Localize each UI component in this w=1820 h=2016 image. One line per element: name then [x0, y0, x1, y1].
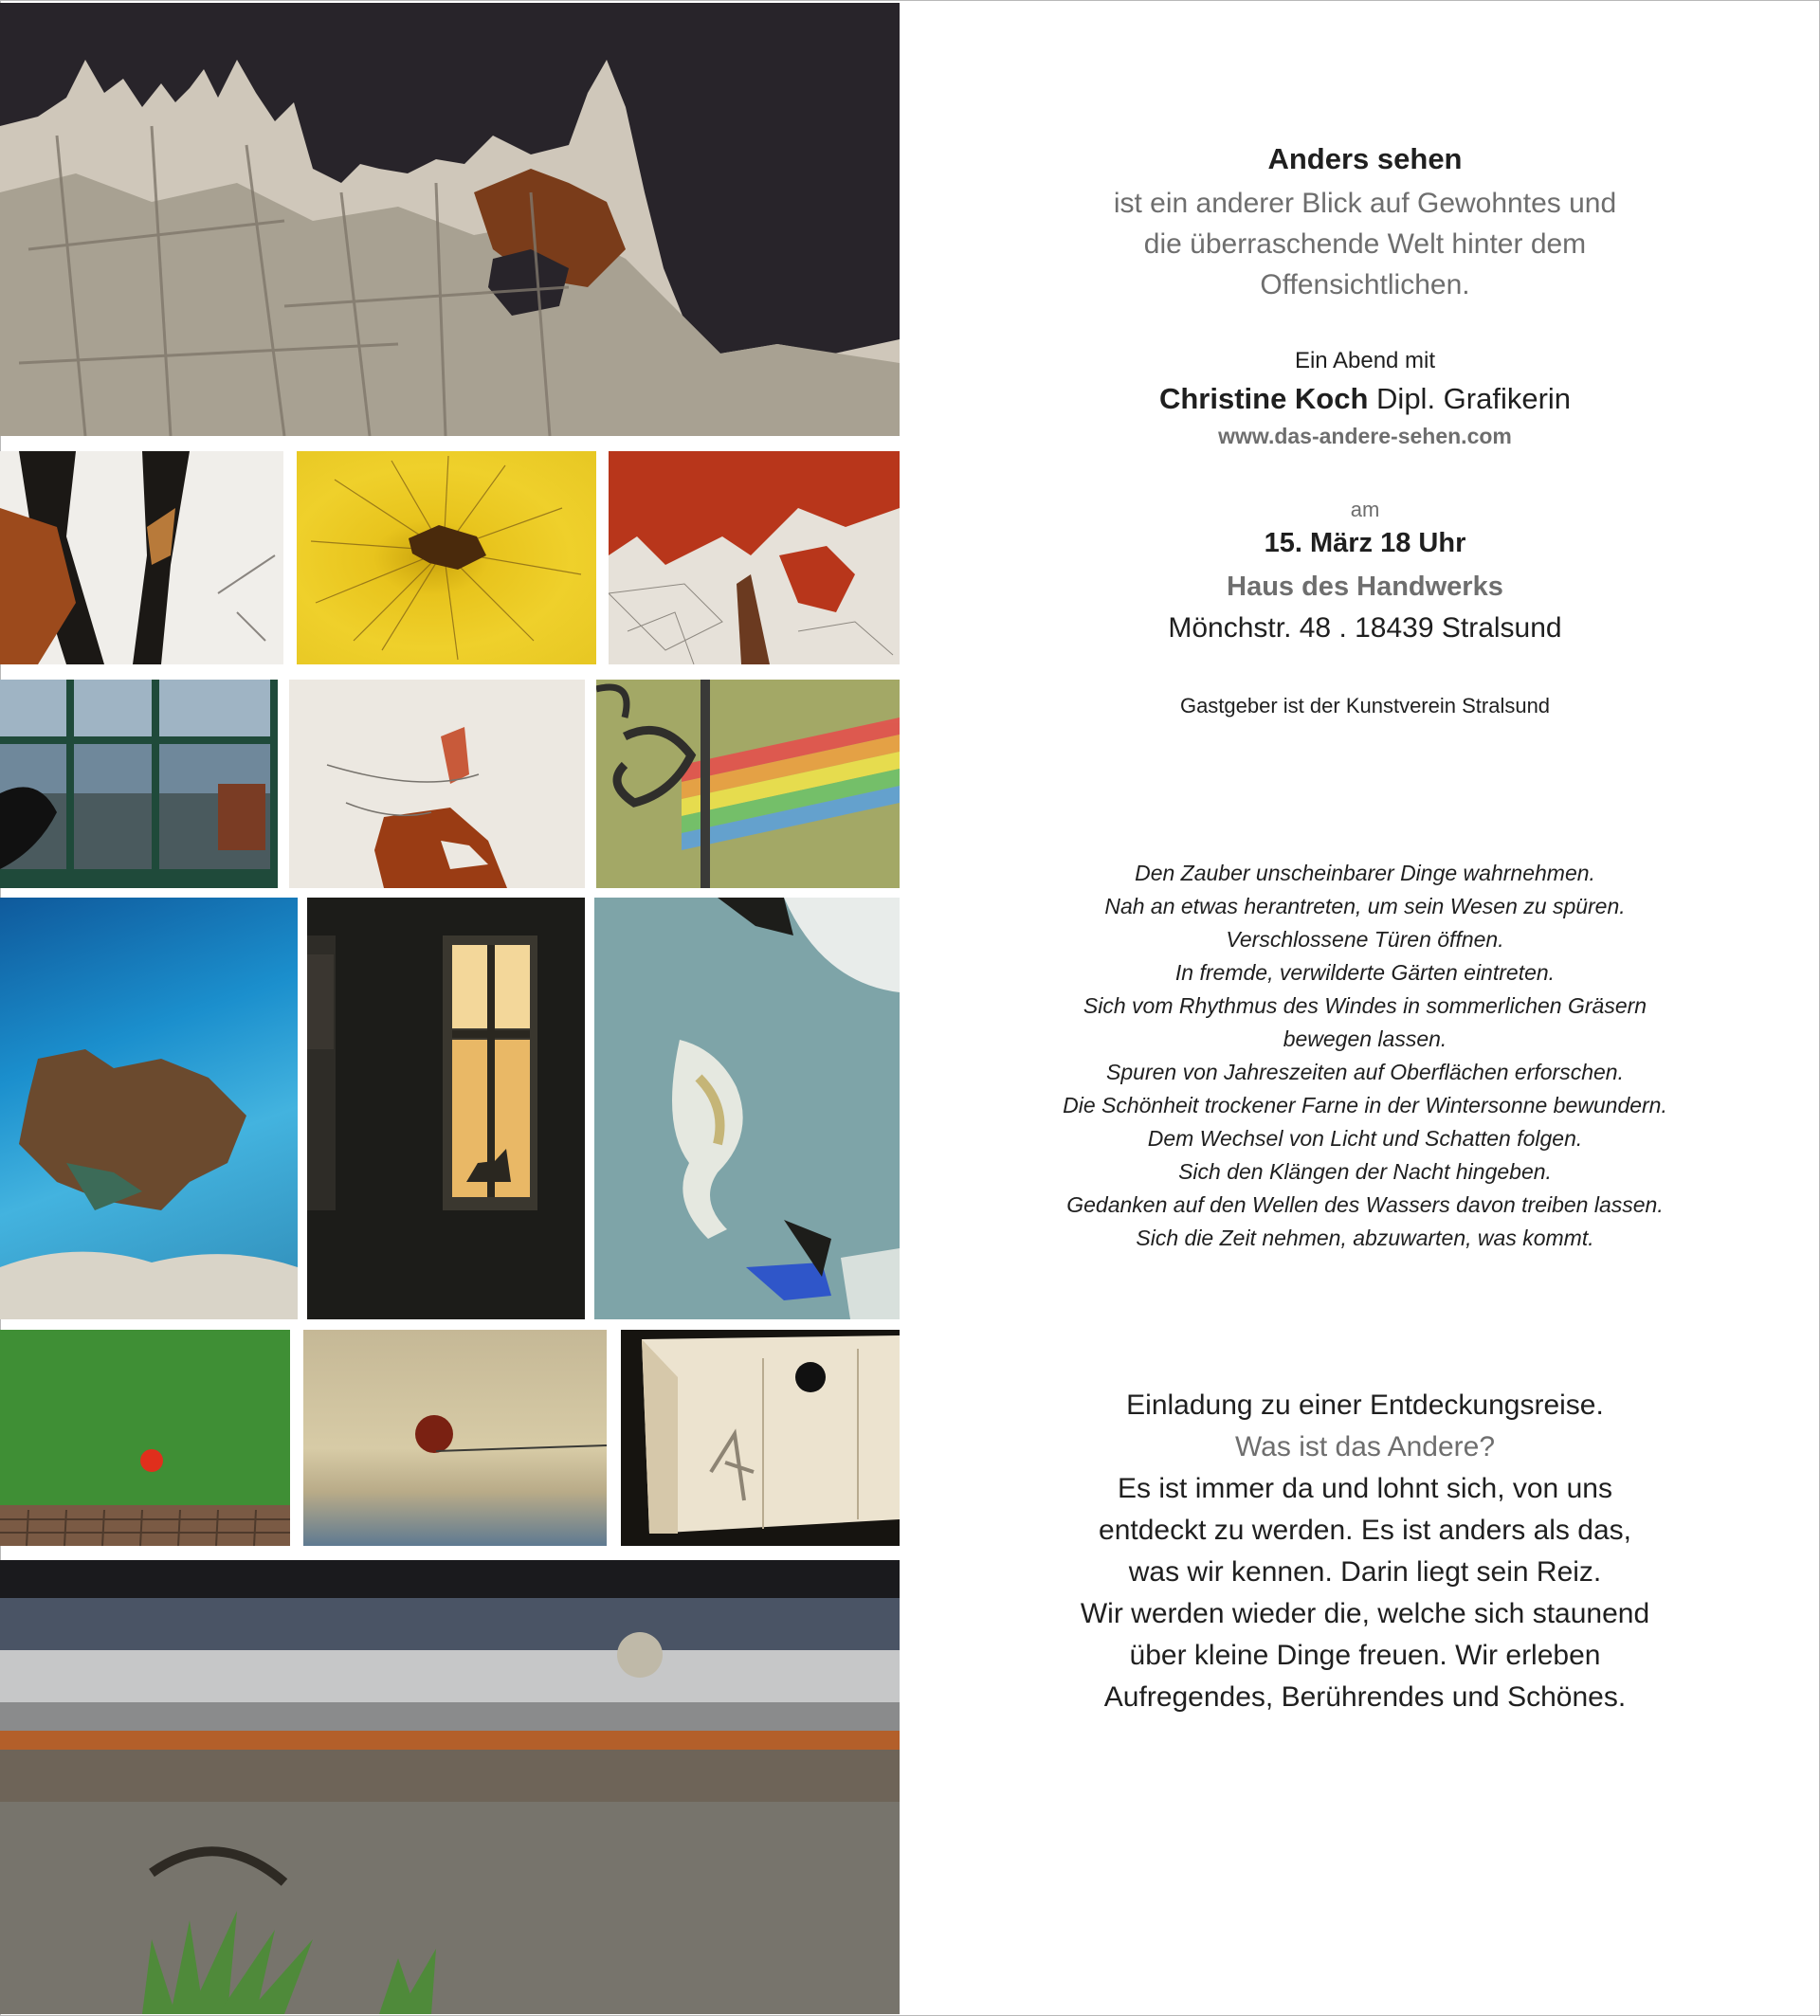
lead-paragraph	[901, 183, 1820, 305]
poem-line: Den Zauber unscheinbarer Dinge wahrnehmen.	[1135, 861, 1595, 885]
lead-line: ist ein anderer Blick auf Gewohntes und	[1113, 188, 1617, 219]
closing-line: Einladung zu einer Entdeckungsreise.	[1126, 1389, 1604, 1421]
host-note: Gastgeber ist der Kunstverein Stralsund	[1179, 694, 1551, 717]
closing-line: entdeckt zu werden. Es ist anders als das,	[1099, 1515, 1631, 1546]
photo-green-wall-red-ball	[0, 1330, 290, 1546]
poem-line: Spuren von Jahreszeiten auf Oberflächen erforschen.	[1106, 1060, 1624, 1084]
photo-blue-rust-wall	[0, 898, 298, 1319]
photo-tent-shadow	[621, 1330, 900, 1546]
photo-white-rust-flake	[289, 680, 585, 888]
poem-line: Sich den Klängen der Nacht hingeben.	[1178, 1159, 1552, 1184]
photo-beige-wall-red-dot	[303, 1330, 607, 1546]
poem-line: Nah an etwas herantreten, um sein Wesen zu spüren.	[1104, 894, 1626, 918]
poem-line: Dem Wechsel von Licht und Schatten folgen.	[1147, 1126, 1583, 1151]
poem-line: Die Schönheit trockener Farne in der Wintersonne bewundern.	[1063, 1093, 1667, 1117]
poem-line: Verschlossene Türen öffnen.	[1226, 927, 1504, 952]
closing-line: über kleine Dinge freuen. Wir erleben	[1129, 1640, 1601, 1671]
on-label: am	[1350, 498, 1380, 521]
lead-line: Offensichtlichen.	[1260, 269, 1470, 300]
photo-window-reflection	[0, 680, 278, 888]
website-link[interactable]: www.das-andere-sehen.com	[1218, 424, 1512, 448]
closing-question: Was ist das Andere?	[1234, 1431, 1496, 1462]
lead-line: die überraschende Welt hinter dem	[1143, 228, 1587, 260]
photo-teal-peeling-poster	[594, 898, 900, 1319]
venue-address: Mönchstr. 48 . 18439 Stralsund	[1168, 612, 1562, 644]
poem-line: Gedanken auf den Wellen des Wassers davon treiben lassen.	[1066, 1192, 1664, 1217]
photo-black-rust-strokes	[0, 451, 283, 664]
poem	[901, 857, 1820, 1255]
poem-line: In fremde, verwilderte Gärten eintreten.	[1174, 960, 1556, 985]
venue-name: Haus des Handwerks	[1227, 572, 1503, 602]
heading: Anders sehen	[1267, 142, 1463, 175]
artist-name: Christine Koch	[1158, 382, 1369, 415]
closing-line: Aufregendes, Berührendes und Schönes.	[1103, 1681, 1627, 1713]
photo-rainbow-railing	[596, 680, 900, 888]
poem-line: bewegen lassen.	[1283, 1026, 1447, 1051]
photo-rail-rust-grass	[0, 1560, 900, 2014]
photo-night-window	[307, 898, 585, 1319]
photo-yellow-burst	[297, 451, 596, 664]
poem-line: Sich vom Rhythmus des Windes in sommerlichen Gräsern	[1083, 993, 1647, 1018]
event-date-time: 15. März 18 Uhr	[1264, 528, 1466, 558]
closing-paragraph	[901, 1385, 1820, 1718]
photo-peeling-paint-skyline	[0, 3, 900, 436]
artist-line	[901, 382, 1820, 416]
poem-line: Sich die Zeit nehmen, abzuwarten, was kommt.	[1136, 1226, 1594, 1250]
closing-line: Wir werden wieder die, welche sich staunend	[1080, 1598, 1650, 1629]
photo-red-cracked-paint	[609, 451, 900, 664]
invitation-text-column	[901, 0, 1820, 2016]
closing-line: Es ist immer da und lohnt sich, von uns	[1118, 1473, 1612, 1504]
artist-title: Dipl. Grafikerin	[1376, 382, 1572, 415]
evening-with-label: Ein Abend mit	[1294, 348, 1436, 373]
closing-line: was wir kennen. Darin liegt sein Reiz.	[1128, 1556, 1602, 1588]
